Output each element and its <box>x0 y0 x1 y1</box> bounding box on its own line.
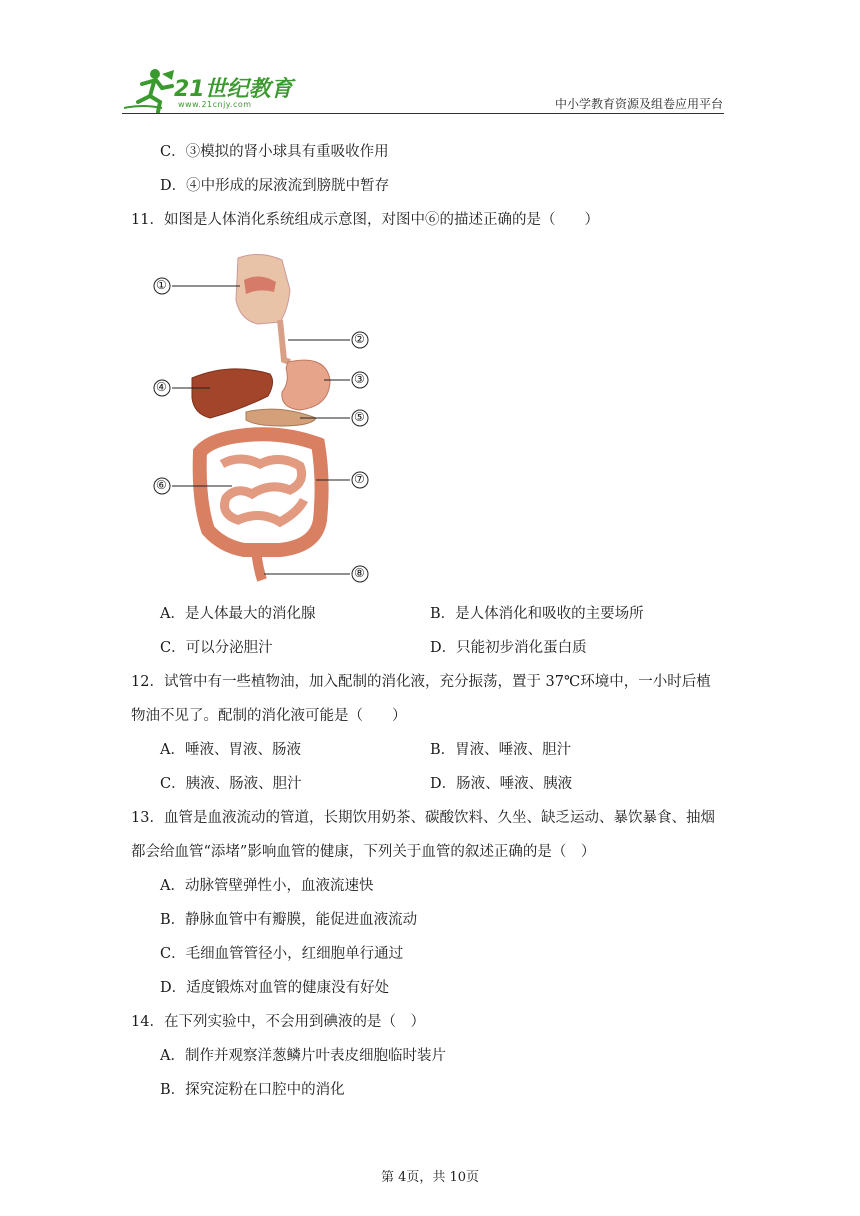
figure-labels <box>140 250 380 590</box>
logo-text: 21世纪教育 <box>174 77 293 102</box>
q12-option-a: A．唾液、胃液、肠液 <box>160 742 301 758</box>
q12-option-d: D．肠液、唾液、胰液 <box>430 776 573 792</box>
q12-option-c: C．胰液、肠液、胆汁 <box>160 776 302 792</box>
q11-option-a: A．是人体最大的消化腺 <box>160 606 316 622</box>
q12-option-b: B．胃液、唾液、胆汁 <box>430 742 572 758</box>
q12-stem-line2: 物油不见了。配制的消化液可能是（ ） <box>131 708 407 724</box>
q14-stem: 14．在下列实验中，不会用到碘液的是（ ） <box>131 1014 425 1030</box>
platform-title: 中小学教育资源及组卷应用平台 <box>554 97 723 111</box>
figure-label-2: ② <box>354 332 365 346</box>
q13-option-a: A．动脉管壁弹性小，血液流速快 <box>160 878 374 894</box>
q14-option-b: B．探究淀粉在口腔中的消化 <box>160 1082 345 1098</box>
q10-option-c: C．③模拟的肾小球具有重吸收作用 <box>160 144 389 160</box>
figure-label-6: ⑥ <box>156 478 167 492</box>
q11-option-b: B．是人体消化和吸收的主要场所 <box>430 606 644 622</box>
page-number: 第 4页，共 10页 <box>380 1170 480 1185</box>
q11-stem: 11．如图是人体消化系统组成示意图，对图中⑥的描述正确的是（ ） <box>131 212 599 228</box>
q11-option-c: C．可以分泌胆汁 <box>160 640 273 656</box>
q13-stem-line1: 13．血管是血液流动的管道，长期饮用奶茶、碳酸饮料、久坐、缺乏运动、暴饮暴食、抽烟 <box>131 810 715 826</box>
site-logo <box>122 66 297 116</box>
figure-label-7: ⑦ <box>354 472 365 486</box>
q13-option-d: D．适度锻炼对血管的健康没有好处 <box>160 980 390 996</box>
figure-label-5: ⑤ <box>354 410 365 424</box>
q11-option-d: D．只能初步消化蛋白质 <box>430 640 587 656</box>
runner-logo-icon <box>122 66 182 114</box>
page-header <box>0 0 860 120</box>
q13-option-b: B．静脉血管中有瓣膜，能促进血液流动 <box>160 912 418 928</box>
figure-label-4: ④ <box>156 380 167 394</box>
figure-label-1: ① <box>156 278 167 292</box>
header-divider <box>122 113 724 114</box>
q13-option-c: C．毛细血管管径小，红细胞单行通过 <box>160 946 404 962</box>
q14-option-a: A．制作并观察洋葱鳞片叶表皮细胞临时装片 <box>160 1048 446 1064</box>
q13-stem-line2: 都会给血管“添堵”影响血管的健康，下列关于血管的叙述正确的是（ ） <box>131 844 596 860</box>
figure-label-8: ⑧ <box>354 566 365 580</box>
q10-option-d: D．④中形成的尿液流到膀胱中暂存 <box>160 178 390 194</box>
figure-label-3: ③ <box>354 372 365 386</box>
q12-stem-line1: 12．试管中有一些植物油，加入配制的消化液，充分振荡，置于 37℃环境中，一小时后植 <box>131 674 711 690</box>
logo-url: www.21cnjy.com <box>178 100 252 109</box>
